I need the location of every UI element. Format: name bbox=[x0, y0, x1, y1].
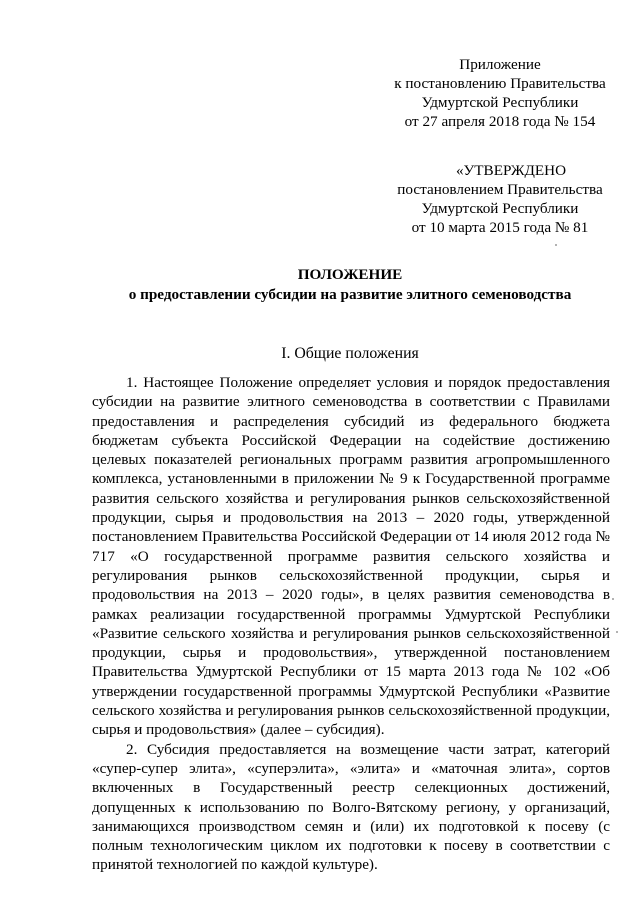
document-subtitle: о предоставлении субсидии на развитие элитного семеноводства bbox=[128, 286, 572, 303]
approval-line: от 10 марта 2015 года № 81 bbox=[411, 219, 589, 236]
approval-line: постановлением Правительства bbox=[397, 181, 603, 198]
annex-line: от 27 апреля 2018 года № 154 bbox=[404, 113, 596, 130]
approval-stamp bbox=[390, 161, 610, 237]
scan-speck bbox=[612, 598, 614, 600]
document-body bbox=[92, 373, 610, 875]
annex-line: Приложение bbox=[459, 56, 541, 73]
annex-line: к постановлению Правительства bbox=[394, 75, 606, 92]
annex-line: Удмуртской Республики bbox=[421, 94, 579, 111]
annex-header bbox=[390, 55, 610, 131]
document-title-block bbox=[60, 265, 640, 305]
document-title: ПОЛОЖЕНИЕ bbox=[297, 266, 403, 283]
scan-speck bbox=[616, 631, 618, 633]
section-heading: I. Общие положения bbox=[281, 345, 419, 362]
scan-speck bbox=[555, 244, 557, 246]
paragraph: 1. Настоящее Положение определяет условия и порядок предоставления субсидии на развитие элитного семеноводства в соответствии с Правилами предоставления и распределения субсидий из федерального бюджета бюджетам субъекта Российской Федерации на содействие достижению целевых показателей региональных программ развития агропромышленного комплекса, установленными в приложении № 9 к Государственной программе развития сельского хозяйства и регулирования рынков сельскохозяйственной продукции, сырья и продовольствия на 2013 – 2020 годы, утвержденной постановлением Правительства Российской Федерации от 14 июля 2012 года № 717 «О государственной программе развития сельского хозяйства и регулирования рынков сельскохозяйственной продукции, сырья и продовольствия на 2013 – 2020 годы», в целях развития семеноводства в рамках реализации государственной программы Удмуртской Республики «Развитие сельского хозяйства и регулирования рынков сельскохозяйственной продукции, сырья и продовольствия», утвержденной постановлением Правительства Удмуртской Республики от 15 марта 2013 года № 102 «Об утверждении государственной программы Удмуртской Республики «Развитие сельского хозяйства и регулирования рынков сельскохозяйственной продукции, сырья и продовольствия» (далее – субсидия). bbox=[92, 374, 610, 739]
paragraph: 2. Субсидия предоставляется на возмещение части затрат, категорий «супер-супер элита», «суперэлита», «элита» и «маточная элита», сортов включенных в Государственный реестр селекционных достижений, допущенных к использованию по Волго-Вятскому региону, у организаций, занимающихся производством семян и (или) их подготовкой к посеву (с полным технологическим циклом их подготовки к посеву в соответствии с принятой технологией по каждой культуре). bbox=[92, 740, 610, 874]
approval-line: Удмуртской Республики bbox=[421, 200, 579, 217]
approval-line: «УТВЕРЖДЕНО bbox=[455, 162, 567, 179]
